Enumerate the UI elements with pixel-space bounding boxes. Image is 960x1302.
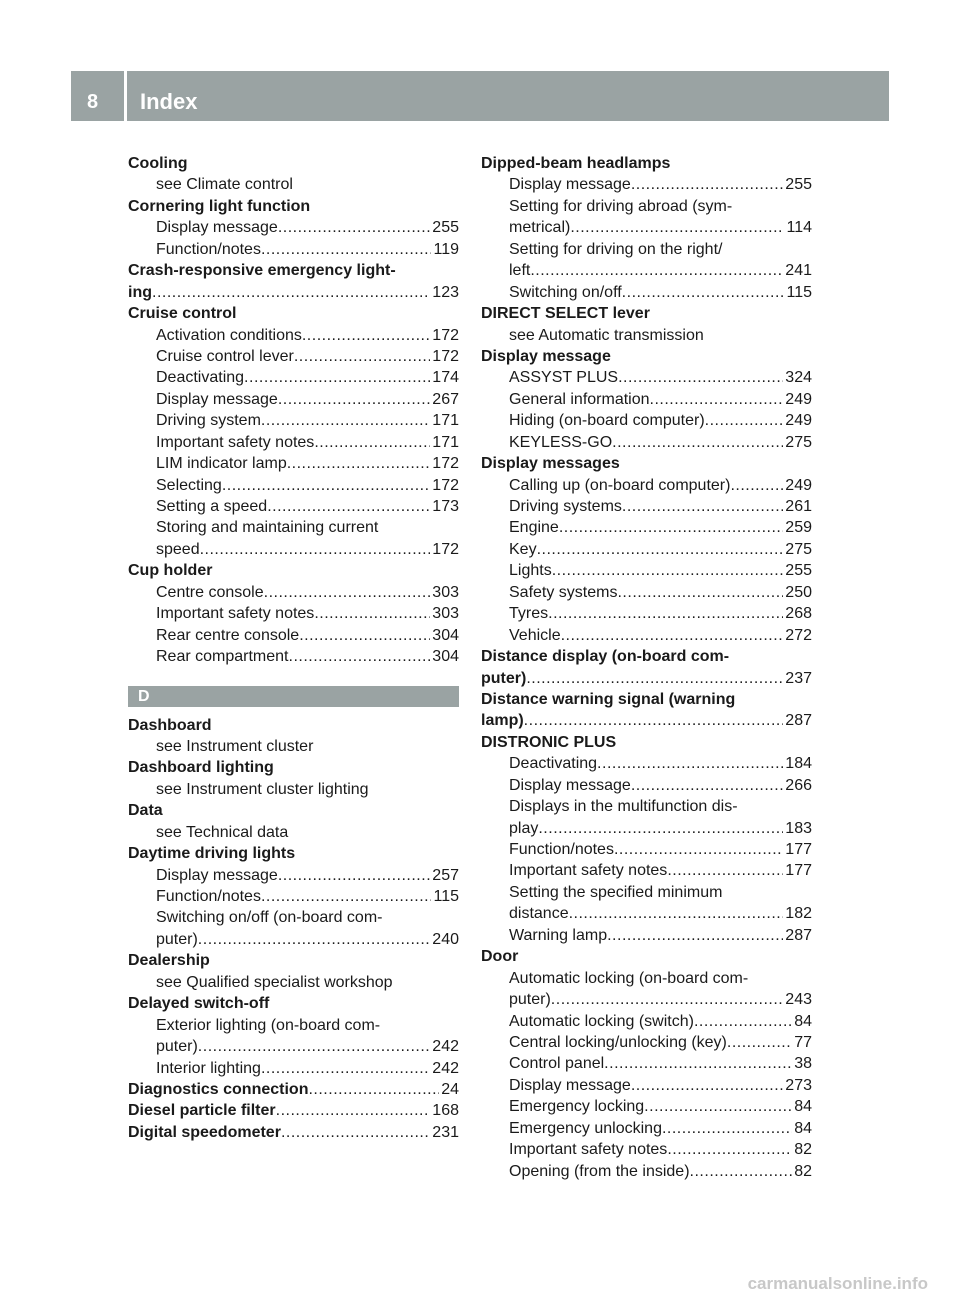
dot-leader bbox=[690, 1161, 793, 1182]
dot-leader bbox=[552, 560, 784, 581]
entry-text: puter) bbox=[481, 669, 527, 687]
index-subentry: see Technical data bbox=[156, 823, 289, 841]
index-subentry bbox=[481, 860, 812, 881]
entry-text: Driving system bbox=[156, 412, 261, 430]
section-letter: D bbox=[138, 687, 150, 705]
dot-leader bbox=[261, 1058, 430, 1079]
index-subentry bbox=[128, 239, 459, 260]
section-letter-bar bbox=[128, 686, 459, 707]
index-subentry bbox=[481, 260, 812, 281]
dot-leader bbox=[198, 929, 431, 950]
dot-leader bbox=[278, 389, 430, 410]
index-subentry bbox=[481, 389, 812, 410]
index-subentry: see Instrument cluster lighting bbox=[156, 780, 369, 798]
dot-leader bbox=[276, 1100, 431, 1121]
entry-text: Selecting bbox=[156, 476, 222, 494]
entry-text: distance bbox=[509, 905, 569, 923]
index-heading: Dipped-beam headlamps bbox=[481, 155, 671, 172]
index-subentry bbox=[128, 865, 459, 886]
entry-text: Engine bbox=[509, 519, 559, 537]
entry-text: left bbox=[509, 262, 531, 280]
index-subentry bbox=[128, 410, 459, 431]
dot-leader bbox=[604, 1053, 792, 1074]
dot-leader bbox=[308, 1079, 439, 1100]
index-subentry bbox=[481, 603, 812, 624]
dot-leader bbox=[261, 410, 430, 431]
index-subentry: Setting the specified minimum bbox=[509, 883, 723, 901]
dot-leader bbox=[314, 432, 430, 453]
section-title-bar bbox=[127, 71, 889, 121]
index-subentry: Setting for driving on the right/ bbox=[509, 240, 723, 258]
index-heading: DISTRONIC PLUS bbox=[481, 733, 617, 751]
page-ref: 171 bbox=[432, 412, 459, 430]
entry-text: Deactivating bbox=[509, 755, 598, 773]
index-heading: Distance display (on-board com- bbox=[481, 648, 730, 666]
dot-leader bbox=[730, 475, 783, 496]
dot-leader bbox=[294, 346, 430, 367]
entry-text: Key bbox=[509, 540, 537, 558]
page-ref: 261 bbox=[785, 498, 812, 515]
dot-leader bbox=[548, 603, 783, 624]
page-ref: 184 bbox=[785, 755, 812, 773]
dot-leader bbox=[612, 432, 783, 453]
index-subentry bbox=[128, 646, 459, 667]
page-ref: 268 bbox=[785, 605, 812, 623]
page-ref: 255 bbox=[785, 562, 812, 580]
page-ref: 172 bbox=[432, 540, 459, 558]
dot-leader bbox=[299, 625, 430, 646]
page-ref: 304 bbox=[432, 626, 459, 644]
dot-leader bbox=[530, 260, 783, 281]
page-ref: 82 bbox=[794, 1141, 812, 1159]
entry-text: Function/notes bbox=[156, 888, 261, 905]
entry-text: Switching on/off bbox=[509, 283, 622, 301]
index-heading: Door bbox=[481, 948, 519, 966]
dot-leader bbox=[694, 1011, 792, 1032]
index-subentry: see Instrument cluster bbox=[156, 737, 314, 755]
index-subentry bbox=[481, 582, 812, 603]
index-subentry bbox=[128, 929, 459, 950]
page-ref: 115 bbox=[433, 888, 459, 905]
dot-leader bbox=[538, 818, 783, 839]
index-heading bbox=[481, 710, 812, 731]
page-ref: 168 bbox=[432, 1102, 459, 1120]
entry-text: Automatic locking (switch) bbox=[509, 1012, 694, 1030]
index-heading: Delayed switch-off bbox=[128, 995, 270, 1013]
dot-leader bbox=[289, 646, 431, 667]
dot-leader bbox=[302, 325, 430, 346]
dot-leader bbox=[287, 453, 431, 474]
index-heading bbox=[128, 1100, 459, 1121]
entry-text: play bbox=[509, 819, 539, 837]
dot-leader bbox=[569, 903, 784, 924]
index-subentry bbox=[128, 367, 459, 388]
entry-text: Warning lamp bbox=[509, 926, 608, 944]
watermark: carmanualsonline.info bbox=[747, 1274, 928, 1293]
entry-text: Calling up (on-board computer) bbox=[509, 476, 731, 494]
entry-text: Vehicle bbox=[509, 626, 561, 644]
entry-text: Deactivating bbox=[156, 369, 245, 387]
index-list-c bbox=[128, 153, 459, 668]
entry-text: Interior lighting bbox=[156, 1059, 261, 1077]
page-ref: 84 bbox=[794, 1012, 812, 1030]
entry-text: Opening (from the inside) bbox=[509, 1162, 690, 1180]
dot-leader bbox=[667, 1139, 792, 1160]
index-heading: Cooling bbox=[128, 155, 188, 172]
page-ref: 240 bbox=[432, 930, 459, 948]
dot-leader bbox=[667, 860, 783, 881]
entry-text: Emergency unlocking bbox=[509, 1119, 662, 1137]
page-ref: 177 bbox=[785, 862, 812, 880]
page-ref: 242 bbox=[432, 1059, 459, 1077]
dot-leader bbox=[200, 539, 431, 560]
index-subentry bbox=[128, 432, 459, 453]
index-heading: Cup holder bbox=[128, 562, 213, 580]
index-subentry: Automatic locking (on-board com- bbox=[509, 969, 749, 987]
entry-text: Important safety notes bbox=[156, 605, 315, 623]
index-subentry bbox=[128, 325, 459, 346]
dot-leader bbox=[650, 389, 784, 410]
page-ref: 249 bbox=[785, 412, 812, 430]
index-subentry: Storing and maintaining current bbox=[156, 519, 379, 537]
dot-leader bbox=[631, 1075, 783, 1096]
entry-text: Important safety notes bbox=[156, 433, 315, 451]
index-heading: Cruise control bbox=[128, 305, 237, 323]
index-list-d bbox=[128, 715, 459, 1144]
entry-text: Digital speedometer bbox=[128, 1123, 281, 1141]
index-subentry bbox=[128, 625, 459, 646]
index-subentry bbox=[481, 1032, 812, 1053]
page-ref: 77 bbox=[794, 1033, 812, 1051]
entry-text: Centre console bbox=[156, 583, 264, 601]
dot-leader bbox=[607, 925, 783, 946]
entry-text: speed bbox=[156, 540, 200, 558]
page-ref: 172 bbox=[432, 347, 459, 365]
index-heading: Cornering light function bbox=[128, 197, 311, 215]
entry-text: Activation conditions bbox=[156, 326, 302, 344]
index-subentry: see Automatic transmission bbox=[509, 326, 704, 344]
page-ref: 115 bbox=[786, 283, 812, 301]
index-subentry bbox=[481, 1096, 812, 1117]
entry-text: ASSYST PLUS bbox=[509, 369, 619, 387]
dot-leader bbox=[526, 668, 783, 689]
page-ref: 183 bbox=[785, 819, 812, 837]
index-subentry bbox=[481, 517, 812, 538]
index-subentry bbox=[128, 886, 459, 907]
index-heading bbox=[128, 1122, 459, 1143]
index-subentry: Exterior lighting (on-board com- bbox=[156, 1016, 381, 1034]
page-ref: 123 bbox=[432, 283, 459, 301]
page-ref: 249 bbox=[785, 390, 812, 408]
index-heading: Dashboard bbox=[128, 716, 212, 734]
dot-leader bbox=[198, 1036, 431, 1057]
dot-leader bbox=[727, 1032, 792, 1053]
entry-text: Setting a speed bbox=[156, 498, 268, 515]
dot-leader bbox=[644, 1096, 792, 1117]
dot-leader bbox=[537, 539, 784, 560]
index-heading: Display message bbox=[481, 347, 611, 365]
index-subentry bbox=[481, 217, 812, 238]
dot-leader bbox=[261, 886, 432, 907]
entry-text: Display message bbox=[156, 219, 278, 237]
index-list-d-continued bbox=[481, 153, 812, 1182]
entry-text: Diagnostics connection bbox=[128, 1080, 309, 1098]
dot-leader bbox=[631, 174, 783, 195]
dot-leader bbox=[278, 217, 430, 238]
page-ref: 287 bbox=[785, 712, 812, 730]
entry-text: puter) bbox=[156, 930, 198, 948]
page-ref: 177 bbox=[785, 841, 812, 858]
index-subentry bbox=[128, 1058, 459, 1079]
page-number: 8 bbox=[87, 91, 99, 113]
index-subentry: Switching on/off (on-board com- bbox=[156, 909, 383, 927]
index-subentry bbox=[128, 539, 459, 560]
index-subentry: see Climate control bbox=[156, 176, 293, 194]
page-ref: 249 bbox=[785, 476, 812, 494]
page-ref: 272 bbox=[785, 626, 812, 644]
page-ref: 82 bbox=[794, 1162, 812, 1180]
index-subentry: Setting for driving abroad (sym- bbox=[509, 197, 733, 215]
page-ref: 231 bbox=[432, 1123, 459, 1141]
page-ref: 38 bbox=[794, 1055, 812, 1073]
entry-text: Function/notes bbox=[509, 841, 614, 858]
page-ref: 172 bbox=[432, 476, 459, 494]
entry-text: Display message bbox=[156, 390, 278, 408]
page-ref: 172 bbox=[432, 326, 459, 344]
page-ref: 237 bbox=[785, 669, 812, 687]
entry-text: Display message bbox=[509, 1076, 631, 1094]
index-subentry bbox=[481, 1053, 812, 1074]
index-heading: Crash-responsive emergency light- bbox=[128, 262, 396, 280]
page-ref: 275 bbox=[785, 540, 812, 558]
index-subentry bbox=[128, 346, 459, 367]
index-subentry bbox=[481, 475, 812, 496]
page-ref: 304 bbox=[432, 648, 459, 666]
page-ref: 174 bbox=[432, 369, 459, 387]
index-subentry bbox=[481, 903, 812, 924]
entry-text: Driving systems bbox=[509, 498, 622, 515]
index-subentry bbox=[481, 539, 812, 560]
index-subentry bbox=[481, 174, 812, 195]
dot-leader bbox=[618, 367, 783, 388]
page-ref: 303 bbox=[432, 583, 459, 601]
page-ref: 273 bbox=[785, 1076, 812, 1094]
dot-leader bbox=[281, 1122, 430, 1143]
page-ref: 324 bbox=[785, 369, 812, 387]
entry-text: Safety systems bbox=[509, 583, 618, 601]
index-subentry bbox=[128, 389, 459, 410]
index-subentry: Displays in the multifunction dis- bbox=[509, 798, 738, 816]
page-ref: 182 bbox=[785, 905, 812, 923]
dot-leader bbox=[617, 582, 783, 603]
dot-leader bbox=[222, 475, 430, 496]
entry-text: Cruise control lever bbox=[156, 347, 294, 365]
dot-leader bbox=[278, 865, 430, 886]
page-ref: 173 bbox=[432, 498, 459, 515]
left-column bbox=[128, 153, 459, 1143]
page-title: Index bbox=[140, 89, 198, 114]
page-ref: 250 bbox=[785, 583, 812, 601]
page-ref: 119 bbox=[433, 240, 459, 258]
dot-leader bbox=[631, 775, 783, 796]
index-heading: Data bbox=[128, 802, 163, 820]
dot-leader bbox=[244, 367, 430, 388]
page-ref: 255 bbox=[432, 219, 459, 237]
page-ref: 275 bbox=[785, 433, 812, 451]
dot-leader bbox=[261, 239, 432, 260]
dot-leader bbox=[622, 282, 785, 303]
page-ref: 259 bbox=[785, 519, 812, 537]
page-ref: 266 bbox=[785, 776, 812, 794]
index-subentry bbox=[128, 453, 459, 474]
page-ref: 303 bbox=[432, 605, 459, 623]
index-subentry bbox=[481, 839, 812, 860]
page-ref: 24 bbox=[441, 1080, 459, 1098]
page-ref: 84 bbox=[794, 1119, 812, 1137]
page-ref: 114 bbox=[786, 219, 812, 237]
index-subentry bbox=[128, 475, 459, 496]
page-ref: 172 bbox=[432, 455, 459, 473]
index-subentry bbox=[481, 1075, 812, 1096]
index-heading: Display messages bbox=[481, 455, 620, 473]
index-subentry bbox=[128, 603, 459, 624]
entry-text: puter) bbox=[509, 991, 551, 1009]
index-subentry bbox=[128, 1036, 459, 1057]
entry-text: Important safety notes bbox=[509, 862, 668, 880]
index-heading: Dashboard lighting bbox=[128, 759, 274, 777]
index-subentry bbox=[481, 496, 812, 517]
dot-leader bbox=[559, 517, 783, 538]
entry-text: Emergency locking bbox=[509, 1098, 645, 1116]
index-heading: Distance warning signal (warning bbox=[481, 690, 736, 708]
dot-leader bbox=[705, 410, 784, 431]
entry-text: Central locking/unlocking (key) bbox=[509, 1033, 727, 1051]
index-subentry bbox=[481, 282, 812, 303]
dot-leader bbox=[267, 496, 430, 517]
entry-text: ing bbox=[128, 283, 152, 301]
index-subentry bbox=[481, 625, 812, 646]
index-subentry bbox=[128, 496, 459, 517]
entry-text: KEYLESS-GO bbox=[509, 433, 613, 451]
entry-text: metrical) bbox=[509, 219, 571, 237]
index-subentry bbox=[128, 582, 459, 603]
index-heading bbox=[128, 1079, 459, 1100]
dot-leader bbox=[264, 582, 431, 603]
index-subentry bbox=[481, 1011, 812, 1032]
index-subentry bbox=[481, 367, 812, 388]
index-subentry bbox=[481, 989, 812, 1010]
page-number-tab bbox=[71, 71, 124, 121]
right-column bbox=[481, 153, 812, 1182]
index-heading bbox=[481, 668, 812, 689]
dot-leader bbox=[622, 496, 783, 517]
page-ref: 171 bbox=[432, 433, 459, 451]
entry-text: lamp) bbox=[481, 712, 524, 730]
entry-text: Rear compartment bbox=[156, 648, 289, 666]
page-ref: 255 bbox=[785, 176, 812, 194]
dot-leader bbox=[561, 625, 784, 646]
page-ref: 243 bbox=[785, 991, 812, 1009]
dot-leader bbox=[662, 1118, 792, 1139]
entry-text: Control panel bbox=[509, 1055, 605, 1073]
index-heading: Dealership bbox=[128, 952, 210, 970]
entry-text: Hiding (on-board computer) bbox=[509, 412, 705, 430]
index-subentry bbox=[128, 217, 459, 238]
dot-leader bbox=[524, 710, 784, 731]
index-subentry bbox=[481, 775, 812, 796]
entry-text: Display message bbox=[509, 176, 631, 194]
dot-leader bbox=[570, 217, 784, 238]
entry-text: Diesel particle filter bbox=[128, 1102, 276, 1120]
entry-text: LIM indicator lamp bbox=[156, 455, 287, 473]
entry-text: Important safety notes bbox=[509, 1141, 668, 1159]
index-heading bbox=[128, 282, 459, 303]
page-ref: 257 bbox=[432, 866, 459, 884]
index-subentry bbox=[481, 925, 812, 946]
index-subentry: see Qualified specialist workshop bbox=[156, 973, 393, 991]
dot-leader bbox=[152, 282, 430, 303]
entry-text: Function/notes bbox=[156, 240, 261, 258]
entry-text: Display message bbox=[156, 866, 278, 884]
entry-text: Rear centre console bbox=[156, 626, 300, 644]
index-subentry bbox=[481, 753, 812, 774]
page-ref: 242 bbox=[432, 1038, 459, 1056]
page-ref: 287 bbox=[785, 926, 812, 944]
entry-text: Display message bbox=[509, 776, 631, 794]
index-subentry bbox=[481, 818, 812, 839]
entry-text: Lights bbox=[509, 562, 552, 580]
index-subentry bbox=[481, 410, 812, 431]
index-subentry bbox=[481, 1139, 812, 1160]
page-header bbox=[71, 71, 889, 121]
dot-leader bbox=[597, 753, 783, 774]
dot-leader bbox=[614, 839, 783, 860]
dot-leader bbox=[314, 603, 430, 624]
entry-text: Tyres bbox=[509, 605, 549, 623]
dot-leader bbox=[551, 989, 784, 1010]
index-heading: DIRECT SELECT lever bbox=[481, 305, 650, 323]
page-ref: 241 bbox=[785, 262, 812, 280]
page-ref: 84 bbox=[794, 1098, 812, 1116]
entry-text: General information bbox=[509, 390, 650, 408]
entry-text: puter) bbox=[156, 1038, 198, 1056]
index-subentry bbox=[481, 1118, 812, 1139]
index-subentry bbox=[481, 560, 812, 581]
index-subentry bbox=[481, 432, 812, 453]
index-subentry bbox=[481, 1161, 812, 1182]
index-heading: Daytime driving lights bbox=[128, 845, 296, 863]
page-ref: 267 bbox=[432, 390, 459, 408]
